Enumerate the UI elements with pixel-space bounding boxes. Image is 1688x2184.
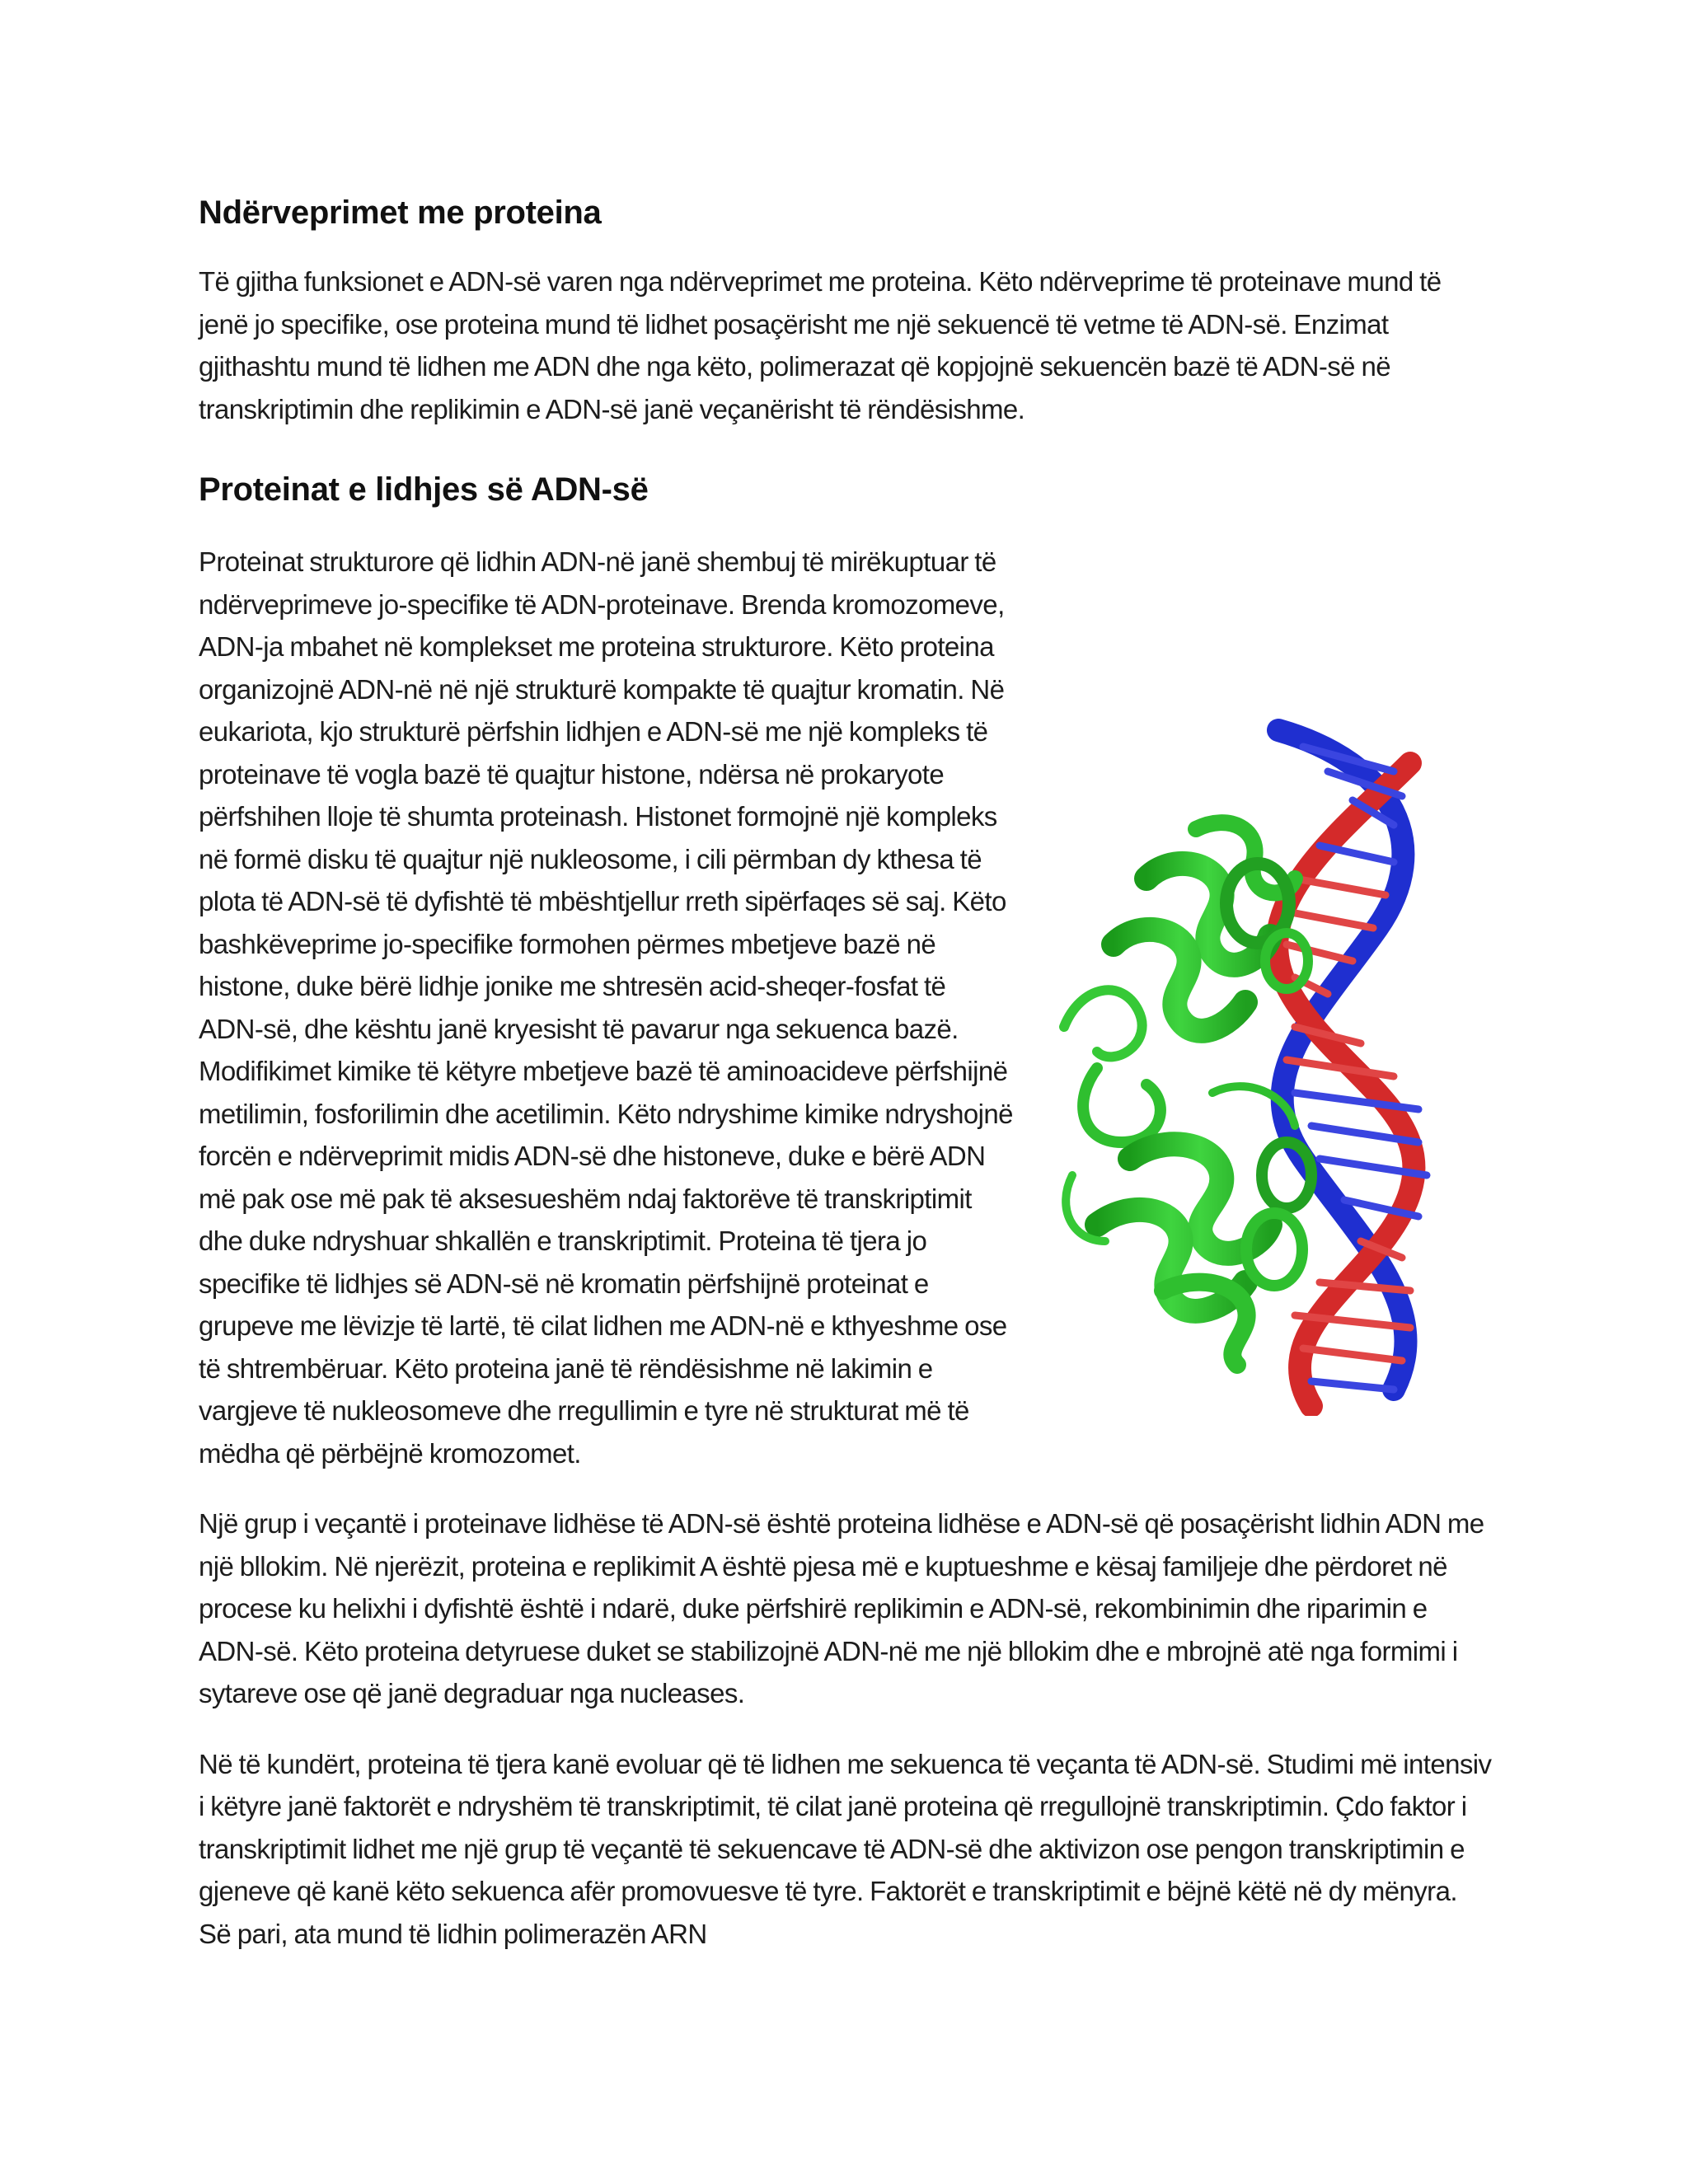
dna-double-helix (1277, 730, 1427, 1406)
heading-dna-binding-proteins: Proteinat e lidhjes së ADN-së (199, 471, 649, 508)
histone-paragraph-block (199, 541, 1493, 1474)
paragraph-single-strand-binding: Një grup i veçantë i proteinave lidhëse të ADN-së është proteina lidhëse e ADN-së që posaçërisht lidhin ADN me një bllokim. Në njerëzit, proteina e replikimit A është pjesa më e kuptueshme e kësaj familjeje dhe përdoret në procese ku helixhi i dyfishtë është i ndarë, duke përfshirë replikimin e ADN-së, rekombinimin dhe riparimin e ADN-së. Këto proteina detyruese duket se stabilizojnë ADN-në me një bllokim dhe e mbrojnë atë nga formimi i sytareve ose që janë degraduar nga nucleases. (199, 1508, 1484, 1708)
document-body (199, 190, 1493, 1955)
paragraph-transcription-factors: Në të kundërt, proteina të tjera kanë evoluar që të lidhen me sekuenca të veçanta të ADN-së. Studimi më intensiv i këtyre janë faktorët e ndryshëm të transkriptimit, të cilat janë proteina që rregullojnë transkriptimin. Çdo faktor i transkriptimit lidhet me një grup të veçantë të sekuencave të ADN-së dhe aktivizon ose pengon transkriptimin e gjeneve që kanë këto sekuenca afër promovuesve të tyre. Faktorët e transkriptimit e bëjnë këtë në dy mënyra. Së pari, ata mund të lidhin polimerazën ARN (199, 1748, 1492, 1949)
paragraph-structural-proteins: Proteinat strukturore që lidhin ADN-në janë shembuj të mirëkuptuar të ndërveprimeve jo-specifike të ADN-proteinave. Brenda kromozomeve, ADN-ja mbahet në komplekset me proteina strukturore. Këto proteina organizojnë ADN-në në një strukturë kompakte të quajtur kromatin. Në eukariota, kjo strukturë përfshin lidhjen e ADN-së me një kompleks të proteinave të vogla bazë të quajtur histone, ndërsa në prokaryote përfshihen lloje të shumta proteinash. Histonet formojnë një kompleks në formë disku të quajtur një nukleosome, i cili përmban dy kthesa të plota të ADN-së të dyfishtë të mbështjellur rreth sipërfaqes së saj. Këto bashkëveprime jo-specifike formohen përmes mbetjeve bazë në histone, duke bërë lidhje jonike me shtresën acid-sheqer-fosfat të ADN-së, dhe kështu janë kryesisht të pavarur nga sekuenca bazë. Modifikimet kimike të këtyre mbetjeve bazë të aminoacideve përfshijnë metilimin, fosforilimin dhe acetilimin. Këto ndryshime kimike ndryshojnë forcën e ndërveprimit midis ADN-së dhe histoneve, duke e bërë ADN më pak ose më pak të aksesueshëm ndaj faktorëve të transkriptimit dhe duke ndryshuar shkallën e transkriptimit. Proteina të tjera jo specifike të lidhjes së ADN-së në kromatin përfshijnë proteinat e grupeve me lëvizje të lartë, të cilat lidhen me ADN-në e kthyeshme ose të shtrembëruar. Këto proteina janë të rëndësishme në lakimin e vargjeve të nukleosomeve dhe rregullimin e tyre në strukturat më të mëdha që përbëjnë kromozomet. (199, 546, 1013, 1469)
protein-dna-complex-icon (1048, 714, 1493, 1416)
heading-protein-interactions: Ndërveprimet me proteina (199, 194, 602, 231)
paragraph-protein-interactions: Të gjitha funksionet e ADN-së varen nga ndërveprimet me proteina. Këto ndërveprime të proteinave mund të jenë jo specifike, ose proteina mund të lidhet posaçërisht me një sekuencë të vetme të ADN-së. Enzimat gjithashtu mund të lidhen me ADN dhe nga këto, polimerazat që kopjojnë sekuencën bazë të ADN-së në transkriptimin dhe replikimin e ADN-së janë veçanërisht të rëndësishme. (199, 266, 1442, 424)
protein-dna-complex-figure (1048, 714, 1493, 1416)
